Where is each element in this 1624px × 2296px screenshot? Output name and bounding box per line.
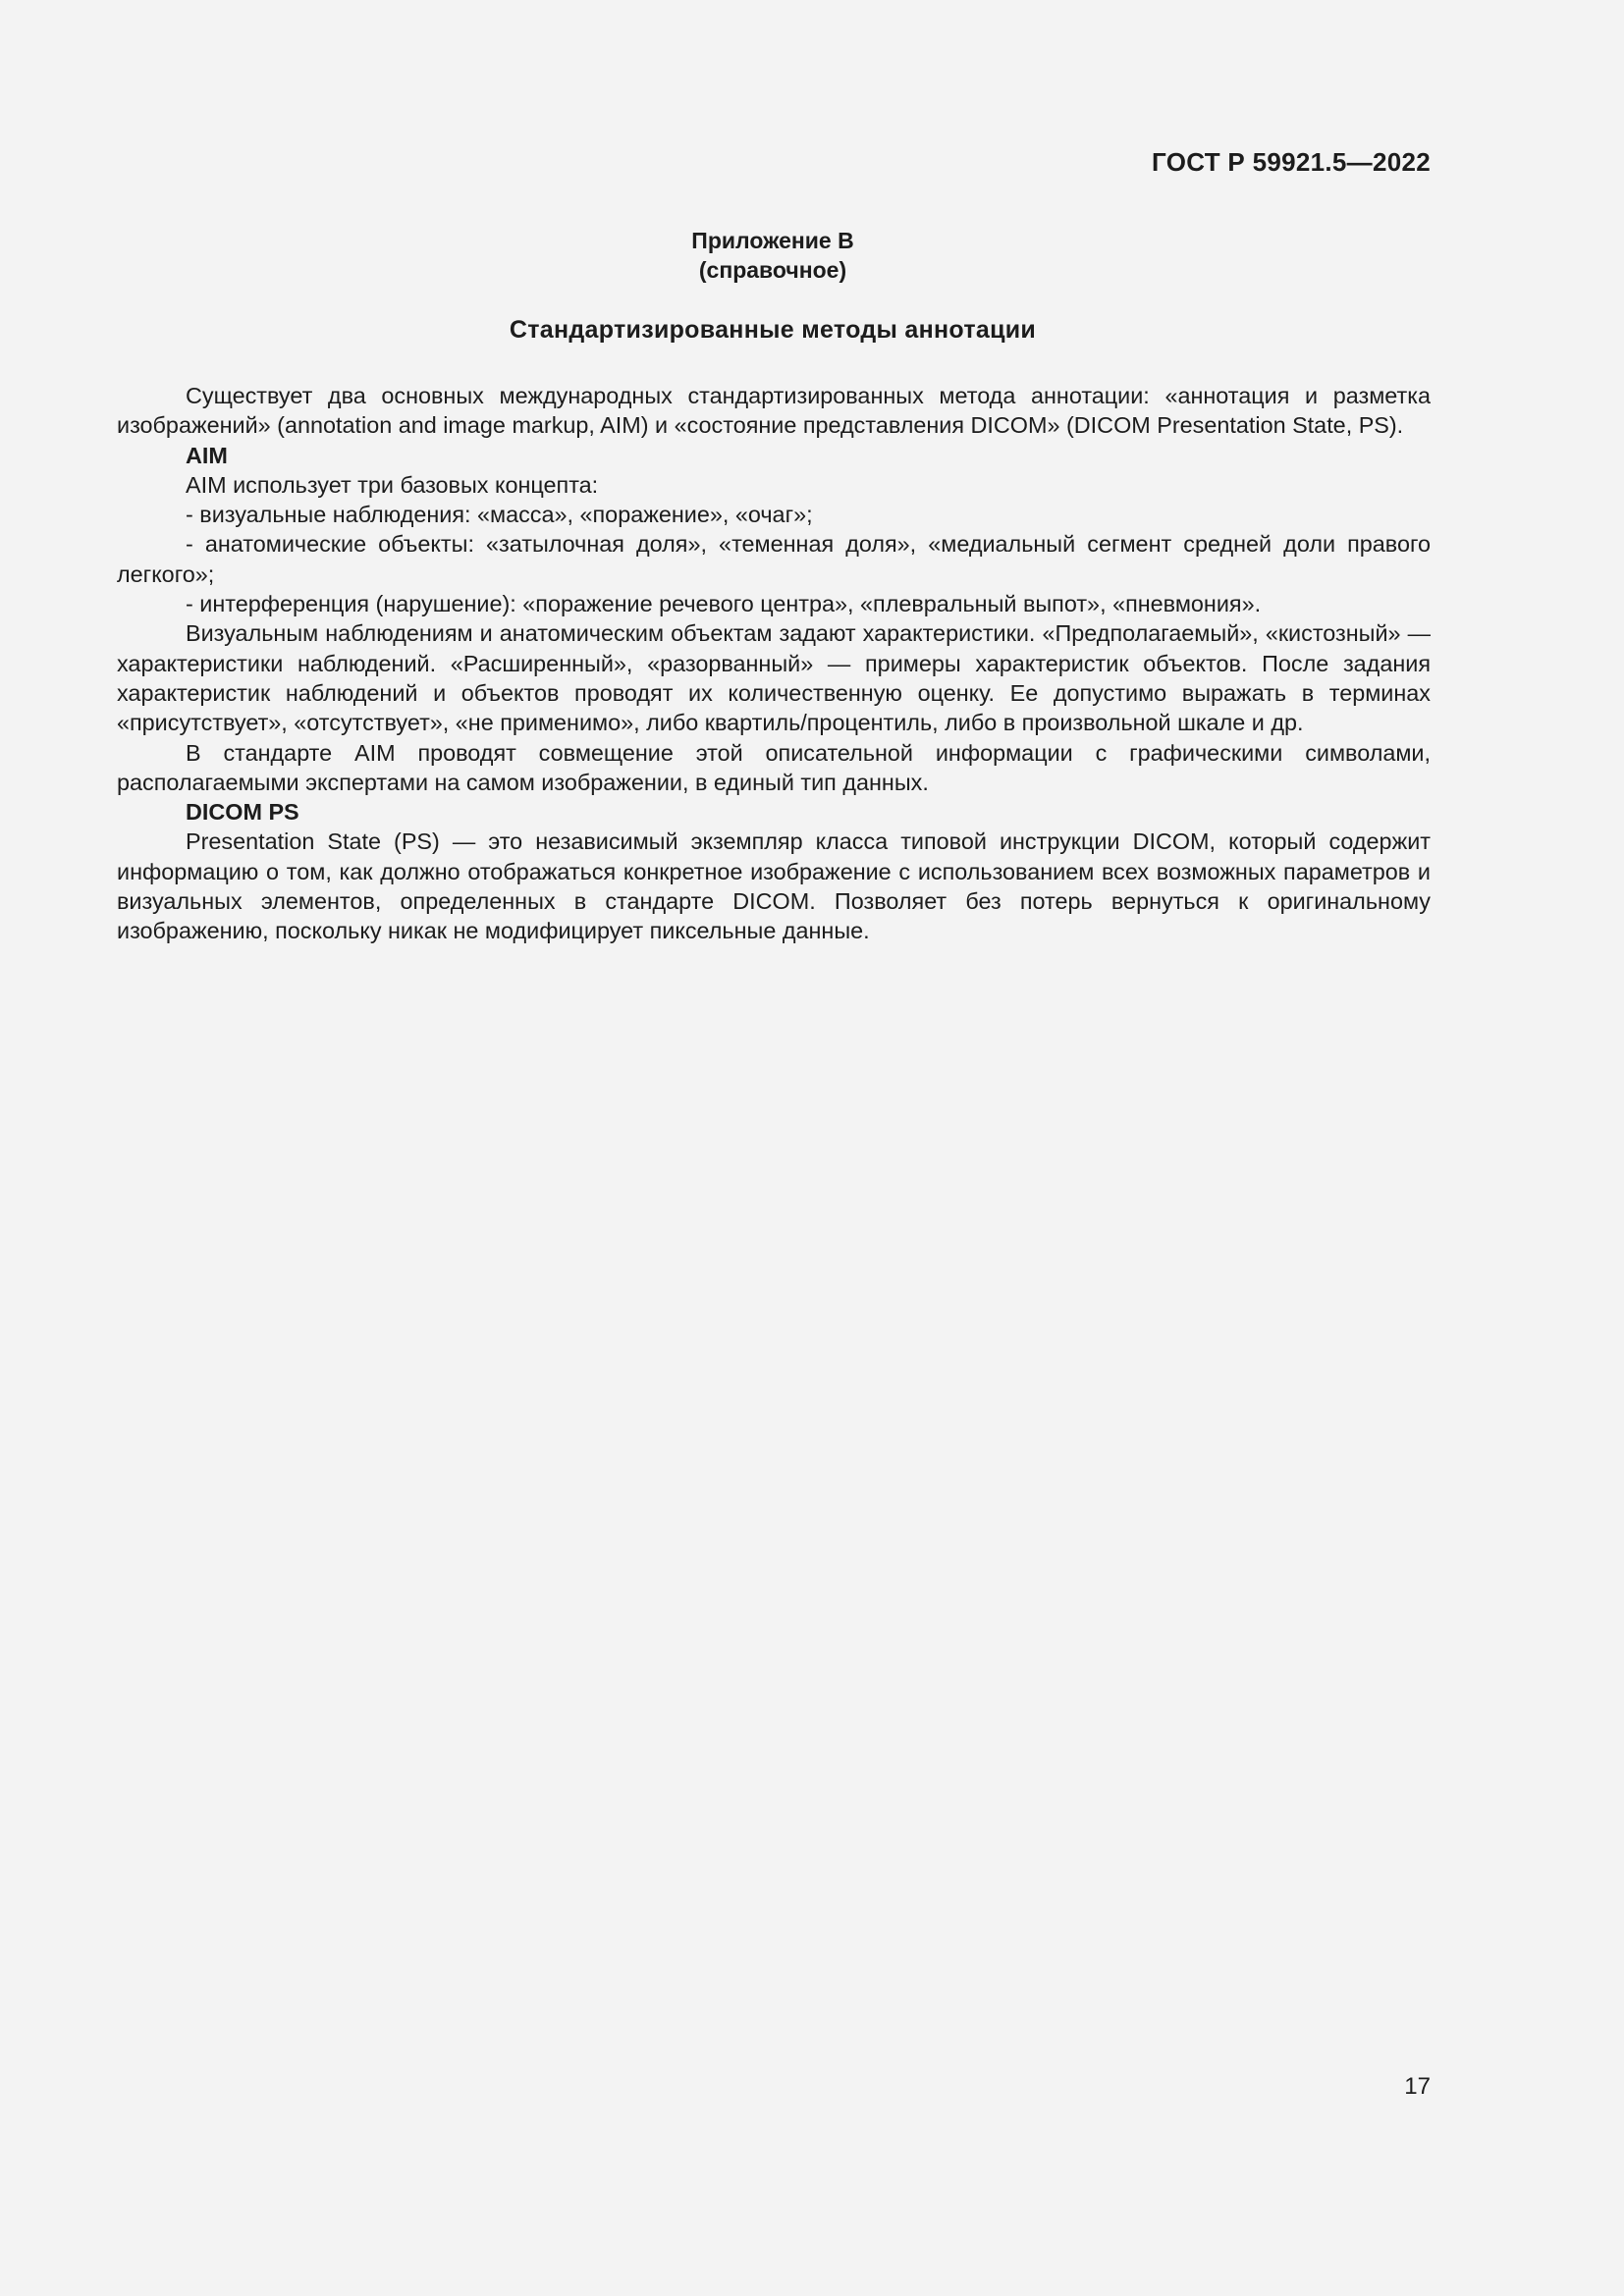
document-body bbox=[117, 381, 1431, 946]
aim-paragraph-combination: В стандарте AIM проводят совмещение этой описательной информации с графическими символами, располагаемыми экспертами на самом изображении, в единый тип данных. bbox=[117, 739, 1431, 795]
intro-paragraph: Существует два основных международных стандартизированных метода аннотации: «аннотация и разметка изображений» (annotation and image markup, AIM) и «состояние представления DICOM» (DICOM Presentation State, PS). bbox=[117, 383, 1431, 439]
appendix-title-block bbox=[0, 226, 1545, 285]
dicom-paragraph: Presentation State (PS) — это независимый экземпляр класса типовой инструкции DICOM, который содержит информацию о том, как должно отображаться конкретное изображение с использованием всех возможных параметров и визуальных элементов, определенных в стандарте DICOM. Позволяет без потерь вернуться к оригинальному изображению, поскольку никак не модифицирует пиксельные данные. bbox=[117, 828, 1431, 944]
document-code: ГОСТ Р 59921.5—2022 bbox=[1152, 147, 1431, 177]
aim-list-item: - интерференция (нарушение): «поражение речевого центра», «плевральный выпот», «пневмония». bbox=[186, 591, 1262, 617]
appendix-title: Приложение В bbox=[691, 228, 854, 253]
aim-list-item: - визуальные наблюдения: «масса», «поражение», «очаг»; bbox=[186, 502, 813, 528]
aim-paragraph-characteristics: Визуальным наблюдениям и анатомическим объектам задают характеристики. «Предполагаемый», «кистозный» — характеристики наблюдений. «Расширенный», «разорванный» — примеры характеристик объектов. После задания характеристик наблюдений и объектов проводят их количественную оценку. Ее допустимо выражать в терминах «присутствует», «отсутствует», «не применимо», либо квартиль/процентиль, либо в произвольной шкале и др. bbox=[117, 620, 1431, 736]
dicom-heading: DICOM PS bbox=[186, 799, 299, 826]
page-number: 17 bbox=[1404, 2073, 1431, 2100]
aim-list-item: - анатомические объекты: «затылочная доля», «теменная доля», «медиальный сегмент средней доли правого легкого»; bbox=[117, 531, 1431, 587]
aim-heading: AIM bbox=[186, 442, 228, 468]
section-heading: Стандартизированные методы аннотации bbox=[509, 316, 1037, 344]
aim-intro-paragraph: AIM использует три базовых концепта: bbox=[186, 471, 599, 498]
appendix-subtitle: (справочное) bbox=[698, 257, 847, 283]
